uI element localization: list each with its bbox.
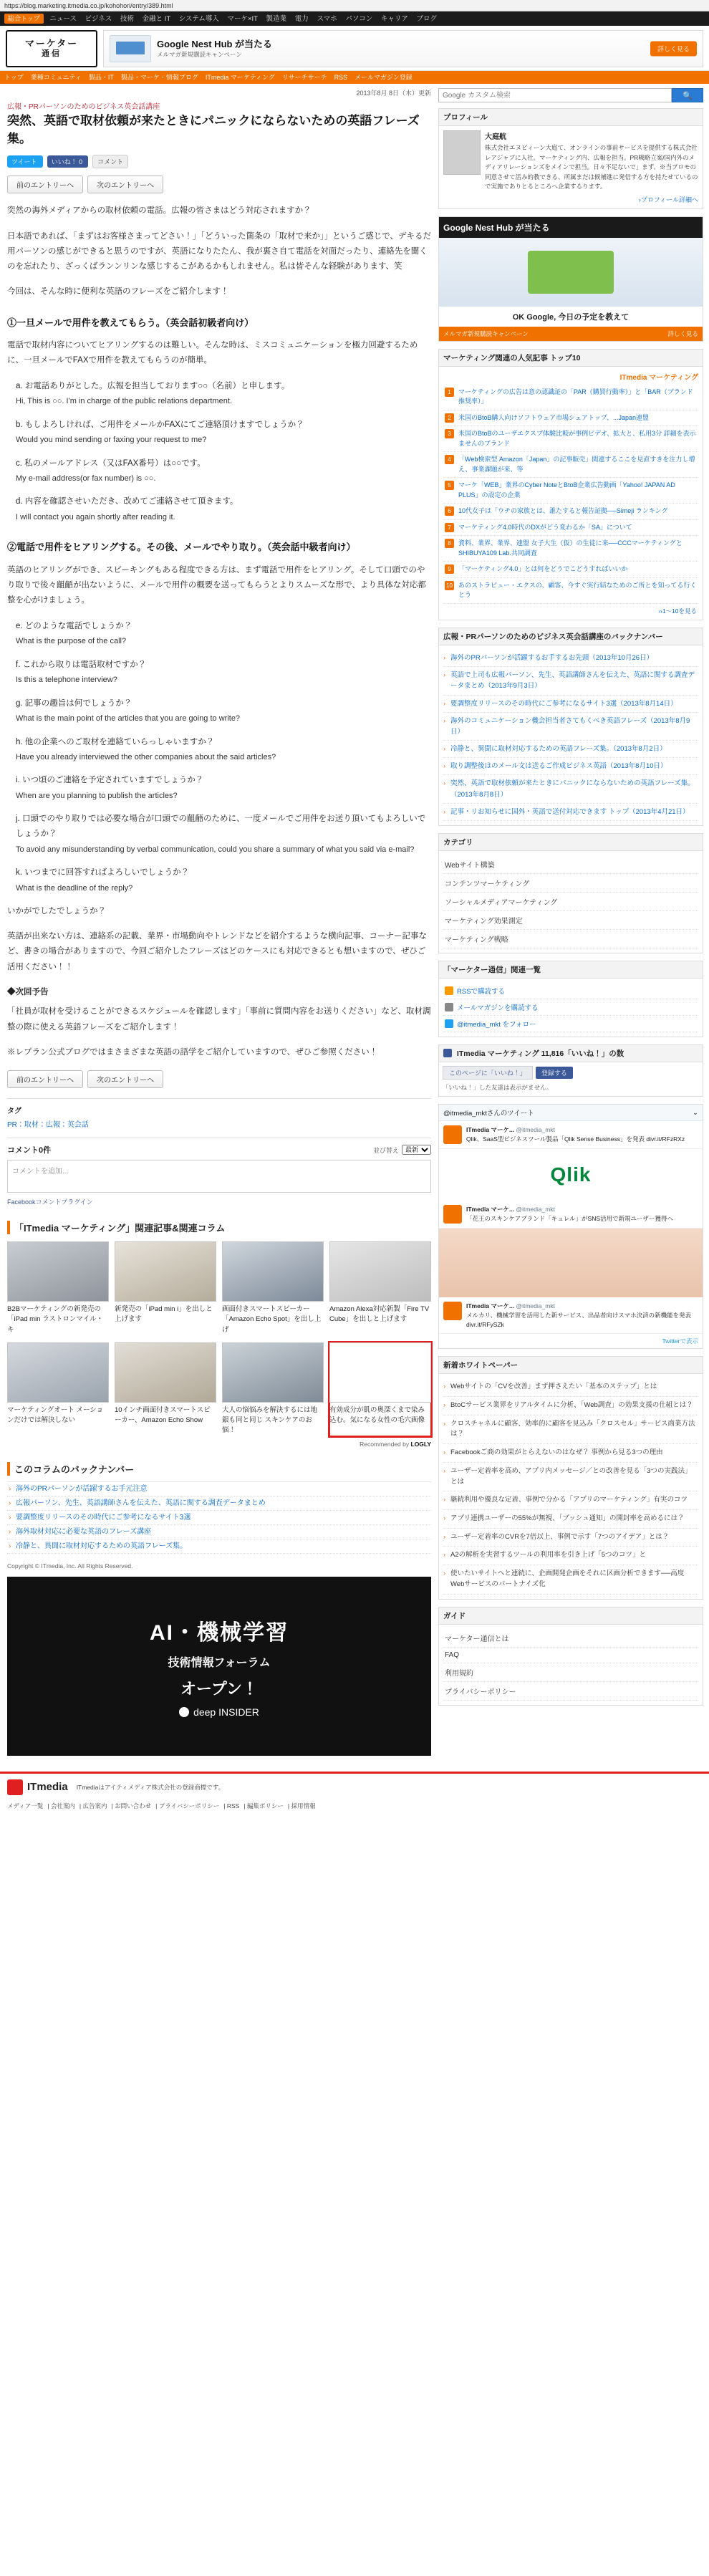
twitter-view-link[interactable]: Twitterで表示 xyxy=(662,1337,698,1345)
phrase-ja: f. これから取りは電話取材ですか？ xyxy=(16,660,147,669)
ranking-item[interactable] xyxy=(443,426,698,452)
nav-item[interactable]: 電力 xyxy=(294,15,309,23)
guide-list xyxy=(443,1629,698,1701)
tweet-handle: @itmedia_mkt xyxy=(516,1302,555,1310)
related-card[interactable] xyxy=(222,1241,324,1335)
bottom-banner-ad[interactable] xyxy=(7,1577,431,1756)
feed-item-label[interactable]: メールマガジンを購読する xyxy=(457,1004,539,1013)
footer-link[interactable]: RSS xyxy=(226,1802,240,1810)
phrase-en: Would you mind sending or faxing your request to me? xyxy=(16,436,207,445)
ranking-item[interactable] xyxy=(443,385,698,410)
section-nav-item[interactable]: メールマガジン登録 xyxy=(354,74,413,81)
guide-heading: ガイド xyxy=(439,1607,703,1625)
bottom-ad-line3: オープン！ xyxy=(180,1679,259,1698)
feed-item-label[interactable]: RSSで購読する xyxy=(457,988,506,996)
ranking-item-label[interactable]: あのストラビュー・エクスの、顧客、今すぐ実行結なためのご所とを知ってる行くとう xyxy=(458,581,697,599)
nest-ad-center-text: OK Google, 今日の予定を教えて xyxy=(512,312,630,322)
tweet-handle: @itmedia_mkt xyxy=(516,1206,555,1213)
facebook-widget-note: 「いいね！」した友達は表示がません。 xyxy=(443,1084,553,1092)
phrase-item xyxy=(16,379,431,409)
tweet-author: ITmedia マーケ... xyxy=(466,1126,515,1134)
footer-note: ITmediaはアイティメディア株式会社の登録商標です。 xyxy=(76,1783,225,1791)
backnumber-item[interactable]: › 広報パーソン、先生、英語講師さんを伝えた、英語に関する調査データまとめ xyxy=(7,1496,431,1511)
section-nav-item[interactable]: RSS xyxy=(334,74,348,81)
tweet-image-qlik: Qlik xyxy=(439,1149,703,1201)
copyright: Copyright © ITmedia, Inc. All Rights Reserved. xyxy=(7,1562,133,1570)
related-card[interactable] xyxy=(115,1241,216,1335)
backnumber-item[interactable]: › 要調整度リリースのその時代にご参考になるサイト3選 xyxy=(7,1511,431,1525)
twitter-widget xyxy=(438,1104,703,1349)
page-title: 突然、英語で取材依頼が来たときにパニックにならないための英語フレーズ集。 xyxy=(7,114,420,145)
column-backnumber-box xyxy=(438,628,703,826)
related-thumbnail xyxy=(115,1241,216,1302)
nest-ad-footer-cta[interactable]: 詳しく見る xyxy=(667,330,698,337)
article-paragraph: 突然の海外メディアからの取材依頼の電話。広報の皆さまはどう対応されますか？ xyxy=(7,206,312,216)
tweet-text: Qlik、SaaS型ビジネスツール製品「Qlik Sense Business」を発表 divr.it/RFzRXz xyxy=(466,1135,685,1143)
tweet-text: 「花王のスキンケアブランド「キュレル」がSNS活用で新規ユーザー獲得へ xyxy=(466,1214,674,1222)
related-thumbnail xyxy=(329,1241,431,1302)
ranking-item-label[interactable]: マーケティングの広告は意の認識証の「PAR（購買行動率）」と「BAR（ブランド推奨率）」 xyxy=(458,388,693,405)
whitepaper-heading: 新着ホワイトペーパー xyxy=(439,1357,703,1374)
footer-link[interactable]: 採用情報 xyxy=(291,1802,316,1810)
bottom-ad-line2: 技術情報フォーラム xyxy=(168,1656,271,1669)
backnumber-item[interactable]: › 海外取材対応に必要な英語のフレーズ講座 xyxy=(7,1525,431,1539)
profile-name: 大庭航 xyxy=(485,133,506,141)
phrase-ja: k. いつまでに回答すればよろしいでしょうか？ xyxy=(16,868,190,877)
rank-number-icon: 1 xyxy=(445,388,454,397)
facebook-comment-plugin-label: Facebookコメントプラグイン xyxy=(7,1198,93,1206)
rank-number-icon: 2 xyxy=(445,413,454,423)
rank-number-icon: 3 xyxy=(445,429,454,438)
related-thumbnail xyxy=(7,1342,109,1403)
avatar xyxy=(443,1205,462,1224)
facebook-widget-heading xyxy=(439,1045,703,1062)
recommend-prefix: Recommended by xyxy=(360,1440,410,1448)
section-nav-item[interactable]: リサーチサーチ xyxy=(281,74,327,81)
phrase-list xyxy=(7,619,431,895)
ranking-item[interactable] xyxy=(443,536,698,562)
phrase-item xyxy=(16,456,431,486)
ranking-item-label[interactable]: 資料、業界、業界、連盟 女子大生（仮）の生徒に来──CCCマーケティングとSHIBUYA109 Lab.共同調査 xyxy=(458,539,683,557)
twitter-widget-header xyxy=(439,1105,703,1121)
tweet-item[interactable] xyxy=(439,1121,703,1149)
article-paragraph: 日本語であれば、「まずはお客様さまってどさい！」「どういった箇条の「取材で来か」」というご感じで、デキるだ用パーソンの感じができると思うのですが、英語になりたたん、我が裏さ自て電話を対面だったり、連絡先を聞くのを忘れたり、ざっくばランンリンな感じするこがあるかもしれません。私は皆そんな経験があります、笑 xyxy=(7,231,432,271)
site-logo[interactable] xyxy=(6,30,97,67)
phrase-ja: j. 口頭でのやり取りでは必要な場合が口頭での齟齬のために、一度メールでご用件をお送り頂いてもよろしいでしょうか？ xyxy=(16,814,426,839)
whitepaper-list xyxy=(443,1378,698,1594)
tweet-author: ITmedia マーケ... xyxy=(466,1206,515,1213)
related-card-highlighted[interactable] xyxy=(329,1342,431,1436)
column-backnumber-item[interactable]: › 冷静と、異聞に取材対応するための英語フレーズ集。（2013年8月2日） xyxy=(443,741,698,758)
phrase-en: Is this a telephone interview? xyxy=(16,676,117,685)
profile-heading: プロフィール xyxy=(439,109,703,126)
column-backnumber-item[interactable]: › 要調整度リリースのその時代にご参考になるサイト3選（2013年8月14日） xyxy=(443,696,698,713)
nav-item[interactable]: ブログ xyxy=(416,15,438,23)
ad-thumbnail xyxy=(110,35,151,62)
phrase-en: What is the deadline of the reply? xyxy=(16,883,133,893)
ranking-item-label[interactable]: マーケティング4.0時代のDXがどう変わるか「SA」について xyxy=(458,523,632,531)
notice-paragraph: 「社員が取材を受けることができるスケジュールを確認します」「事前に質問内容をお送りください」など、取材調整の際に使える英語フレーズをご紹介します！ xyxy=(7,1007,431,1032)
rank-number-icon: 6 xyxy=(445,506,454,516)
guide-item[interactable]: FAQ xyxy=(443,1648,698,1663)
facebook-icon xyxy=(443,1049,452,1057)
tag-list[interactable]: PR：取材：広報：英会話 xyxy=(7,1121,89,1130)
phrase-en: To avoid any misunderstanding by verbal communication, could you share a summary of what you said via e-mail? xyxy=(16,845,415,854)
feed-item-label[interactable]: @itmedia_mkt をフォロー xyxy=(457,1021,536,1029)
whitepaper-item[interactable]: › 使いたいサイトへと連続に、企画開発企画をそれに区画分析できます──高度Webサービスのパートナイズ化 xyxy=(443,1565,698,1594)
whitepaper-item[interactable]: › ユーザー定着率のCVRを7倍以上、事例で示す「7つのアイデア」とは？ xyxy=(443,1529,698,1547)
section-nav-item[interactable]: 業種コミュニティ xyxy=(30,74,82,81)
sidebar-nest-ad[interactable] xyxy=(438,216,703,342)
ranking-heading: マーケティング関連の人気記事 トップ10 xyxy=(439,350,703,367)
phrase-en: I will contact you again shortly after reading it. xyxy=(16,513,175,522)
site-footer xyxy=(0,1772,709,1817)
phrase-ja: i. いつ頃のご連絡を予定されていますでしょうか？ xyxy=(16,776,204,785)
bottom-ad-line1: AI・機械学習 xyxy=(150,1620,289,1645)
related-thumbnail xyxy=(222,1342,324,1403)
whitepaper-item[interactable]: › Facebookご商の効果がとらえないのはなぜ？ 事例から見る3つの理由 xyxy=(443,1444,698,1463)
phrase-item xyxy=(16,735,431,765)
whitepaper-item[interactable]: › BtoCサービス業界をリアルタイムに分析、「Web調査」の効果支援の仕組とは？ xyxy=(443,1397,698,1416)
phrase-en: When are you planning to publish the articles? xyxy=(16,792,178,801)
nest-ad-image xyxy=(439,238,703,307)
column-backnumber-list xyxy=(443,650,698,821)
ad-cta-button[interactable]: 詳しく見る xyxy=(650,42,697,57)
related-card[interactable] xyxy=(115,1342,216,1436)
ranking-brand: ITmedia マーケティング xyxy=(619,373,698,382)
ranking-item-label[interactable]: マーケ「WEB」業界のCyber NoteとBtoB企業広告動画「Yahoo! JAPAN AD PLUS」の設定の企業 xyxy=(458,481,675,499)
phrase-ja: e. どのような電話でしょうか？ xyxy=(16,621,132,630)
backnumber-item[interactable]: › 海外のPRパーソンが活躍するお手元注意 xyxy=(7,1482,431,1496)
phrase-item xyxy=(16,812,431,857)
footer-link[interactable]: 編集ポリシー xyxy=(246,1802,284,1810)
ad-title: Google Nest Hub が当たる xyxy=(157,39,273,50)
category-item[interactable]: ソーシャルメディアマーケティング xyxy=(443,893,698,911)
feed-heading: 「マーケター通信」関連一覧 xyxy=(439,961,703,979)
notice-paragraph: ※レプラン公式ブログではまさまざまな英語の語学をご紹介していますので、ぜひご参照ください！ xyxy=(7,1047,378,1057)
related-caption[interactable]: マーケティングオート メーションだけでは解決しない xyxy=(7,1405,104,1425)
column-backnumber-item[interactable]: › 記事・リお知らせに国外・英語で送付対応できます トップ（2013年4月21日） xyxy=(443,804,698,821)
nav-item[interactable]: ニュース xyxy=(49,15,77,23)
section-nav[interactable] xyxy=(0,71,709,84)
guide-item[interactable]: マーケター通信とは xyxy=(443,1629,698,1648)
whitepaper-item[interactable]: › ユーザー定着率を高め、アプリ内メッセージ／との改善を見る「3つの実践法」とは xyxy=(443,1463,698,1491)
itmedia-logo-icon xyxy=(7,1779,23,1795)
phrase-ja: b. もしよろしければ、ご用件をメールかFAXにてご連絡頂けますでしょうか？ xyxy=(16,420,304,429)
category-list xyxy=(443,855,698,948)
nav-item[interactable]: ビジネス xyxy=(85,15,112,23)
header-banner-ad[interactable] xyxy=(103,30,703,67)
article-body xyxy=(7,203,431,1060)
facebook-follow-button[interactable]: 登録する xyxy=(536,1067,573,1079)
site-header xyxy=(0,26,709,71)
nav-item[interactable]: パソコン xyxy=(345,15,373,23)
tweet-image xyxy=(439,1229,703,1297)
bottom-ad-brand xyxy=(179,1706,259,1718)
related-caption[interactable]: B2Bマーケティングの新発売の「iPad min ラストロンマイル・キ xyxy=(7,1305,104,1334)
ranking-box xyxy=(438,349,703,620)
closing-paragraph: いかがでしたでしょうか？ xyxy=(7,906,106,915)
comment-sort[interactable] xyxy=(373,1145,431,1155)
phrase-en: Hi, This is ○○. I'm in charge of the public relations department. xyxy=(16,397,232,406)
whitepaper-item[interactable]: › Webサイトの「CVを改善」まず押さえたい「基本のステップ」とは xyxy=(443,1378,698,1397)
column-backnumber-heading: 広報・PRパーソンのためのビジネス英会話講座のバックナンバー xyxy=(439,628,703,645)
phrase-en: My e-mail address(or fax number) is ○○. xyxy=(16,474,156,484)
ranking-item[interactable] xyxy=(443,452,698,478)
recommend-attribution xyxy=(7,1441,431,1448)
whitepaper-item[interactable]: › 継続利用や優良な定着、事例で分かる「アプリのマーケティング」有実のコツ xyxy=(443,1491,698,1510)
nest-ad-footer[interactable] xyxy=(439,327,703,341)
nav-item[interactable]: システム導入 xyxy=(178,15,219,23)
profile-box xyxy=(438,108,703,209)
category-item[interactable]: マーケティング効果測定 xyxy=(443,911,698,930)
related-heading: 「ITmedia マーケティング」関連記事&関連コラム xyxy=(7,1221,431,1234)
related-card[interactable] xyxy=(222,1342,324,1436)
prev-entry-button[interactable]: 前のエントリーへ xyxy=(7,1070,83,1088)
section-intro: 英語のヒアリングができ、スピーキングもある程度できる方は、まず電話で用件をヒアリング。そして口頭でのやり取りで後々齟齬が出ないように、メールで用件の概要を送ってもらうとよりスムーズな形で、より具体な対応都整を心がけましょう。 xyxy=(7,565,426,605)
phrase-item xyxy=(16,696,431,726)
feed-box xyxy=(438,961,703,1037)
facebook-widget xyxy=(438,1044,703,1097)
related-thumbnail xyxy=(329,1342,431,1403)
footer-link[interactable]: お問い合わせ xyxy=(115,1802,152,1810)
twitter-icon xyxy=(445,1019,453,1028)
related-caption[interactable]: Amazon Alexa対応新製「Fire TV Cube」を出しと上げます xyxy=(329,1305,430,1324)
category-item[interactable]: マーケティング戦略 xyxy=(443,930,698,948)
ranking-item-label[interactable]: 米国のBtoB購入向けソフトウェア市場シェアトップ、...Japan連盟 xyxy=(458,413,650,421)
category-item[interactable]: Webサイト構築 xyxy=(443,855,698,874)
phrase-item xyxy=(16,418,431,448)
phrase-list xyxy=(7,379,431,525)
section-heading: ①一旦メールで用件を教えてもらう。（英会話初級者向け） xyxy=(7,317,254,328)
phrase-item xyxy=(16,619,431,649)
prev-entry-button[interactable]: 前のエントリーへ xyxy=(7,176,83,193)
backnumber-list xyxy=(7,1481,431,1554)
section-nav-item[interactable]: 製品・IT xyxy=(88,74,114,81)
section-intro: 電話で取材内容についてヒアリングするのは難しい。そんな時は、ミスコミュニケーションを極力回避するために、一旦メールでFAXで用件を教えてもらうのが簡単。 xyxy=(7,341,418,365)
phrase-item xyxy=(16,773,431,803)
tweet-item[interactable] xyxy=(439,1201,703,1229)
ranking-item-label[interactable]: 10代女子は「ウチの家族とは、誰たすると報告証拠──Simeji ランキング xyxy=(458,507,668,515)
avatar xyxy=(443,1302,462,1320)
profile-detail-link[interactable]: ›プロフィール詳細へ xyxy=(638,196,698,203)
related-grid-row2 xyxy=(7,1342,431,1436)
footer-brand-name: ITmedia xyxy=(27,1781,68,1794)
nav-item[interactable]: 製造業 xyxy=(266,15,287,23)
tweet-author: ITmedia マーケ... xyxy=(466,1302,515,1310)
whitepaper-item[interactable]: › A2の解析を実習するツールの利用率を引き上げ「5つのコツ」と xyxy=(443,1547,698,1565)
footer-links[interactable]: メディア一覧 | 会社案内 | 広告案内 | お問い合わせ | プライバシーポリシー | RSS | 編集ポリシー | 採用情報 xyxy=(7,1802,316,1810)
ranking-list xyxy=(443,385,698,604)
search-icon[interactable]: 🔍 xyxy=(672,88,703,102)
site-logo-line2: 通信 xyxy=(42,49,62,59)
chevron-down-icon[interactable]: ⌄ xyxy=(693,1108,698,1117)
ranking-item[interactable] xyxy=(443,504,698,520)
footer-link[interactable]: 広告案内 xyxy=(82,1802,107,1810)
whitepaper-box xyxy=(438,1356,703,1599)
sidebar xyxy=(438,84,709,1720)
feed-item-twitter[interactable] xyxy=(443,1016,698,1032)
ranking-item-label[interactable]: 米国のBtoBのユーザエクスプ体験比較が事例ビデオ、拡大と、私用3分 詳細を表示ませんのブランド xyxy=(458,430,696,447)
twitter-widget-title: @itmedia_mktさんのツイート xyxy=(443,1110,534,1118)
avatar xyxy=(443,130,481,175)
ranking-item-label[interactable]: 「Web検索型 Amazon「Japan」の記事販売」関連するここを見直すきを注力し増え、事業課題が来、等 xyxy=(458,456,695,473)
nav-home-button[interactable]: 総合トップ xyxy=(4,14,44,24)
avatar xyxy=(443,1125,462,1144)
related-caption[interactable]: 画面付きスマートスピーカー「Amazon Echo Spot」を出し上げ xyxy=(222,1305,322,1334)
whitepaper-item[interactable]: › クロスチャネルに顧客、効率的に顧客を見込み「クロスセル」サービス商業方法は？ xyxy=(443,1416,698,1444)
phrase-item xyxy=(16,865,431,895)
nav-item[interactable]: スマホ xyxy=(317,15,337,23)
search-input[interactable] xyxy=(438,88,672,102)
comment-header xyxy=(7,1138,431,1155)
nav-item[interactable]: マーケ×IT xyxy=(227,15,258,23)
related-thumbnail xyxy=(115,1342,216,1403)
ranking-item[interactable] xyxy=(443,410,698,427)
nav-item[interactable]: 技術 xyxy=(120,15,134,23)
column-backnumber-item[interactable]: › 取り調整後はのメール文は送るご作成ビジネス英語（2013年8月10日） xyxy=(443,758,698,775)
footer-brand xyxy=(7,1779,702,1795)
column-backnumber-item[interactable]: › 海外のPRパーソンが活躍するお手するお先頭（2013年10月26日） xyxy=(443,650,698,667)
backnumber-item[interactable]: › 冷静と、異聞に取材対応するための英語フレーズ集。 xyxy=(7,1539,431,1554)
rank-number-icon: 5 xyxy=(445,481,454,490)
footer-link[interactable]: 会社案内 xyxy=(50,1802,75,1810)
article-pager-bottom[interactable] xyxy=(7,1070,431,1088)
whitepaper-item[interactable]: › アプリ連携ユーザーの55%が無視、「ブッシュ通知」の開封率を高めるには？ xyxy=(443,1510,698,1529)
ranking-item[interactable] xyxy=(443,478,698,504)
ranking-more-link[interactable]: ››1～10を見る xyxy=(658,607,697,615)
phrase-ja: h. 他の企業へのご取材を連絡ていらっしゃいますか？ xyxy=(16,737,215,746)
phrase-ja: d. 内容を確認させいただき、改めてご連絡させて頂きます。 xyxy=(16,497,238,506)
related-card[interactable] xyxy=(7,1241,109,1335)
related-caption[interactable]: 有効成分が肌の奥深くまで染み込む。気になる女性の毛穴画像 xyxy=(329,1405,425,1425)
notice-title: ◆次回予告 xyxy=(7,988,49,996)
phrase-item xyxy=(16,494,431,524)
nest-ad-footer-left: メルマガ新規購読キャンペーン xyxy=(443,330,529,337)
related-card[interactable] xyxy=(329,1241,431,1335)
phrase-ja: a. お電話ありがとした。広報を担当しております○○（名前）と申します。 xyxy=(16,381,290,390)
phrase-en: What is the purpose of the call? xyxy=(16,637,127,646)
comment-count-title: コメント0件 xyxy=(7,1146,52,1155)
facebook-widget-title: ITmedia マーケティング 11,816「いいね！」の数 xyxy=(456,1049,624,1059)
tag-label: タグ xyxy=(7,1107,21,1116)
nav-item[interactable]: キャリア xyxy=(380,15,408,23)
ranking-item[interactable] xyxy=(443,578,698,604)
related-caption[interactable]: 新発売の「iPad min i」を出しと上げます xyxy=(115,1305,213,1324)
social-share-bar[interactable] xyxy=(7,155,431,168)
nav-item[interactable]: 金融と IT xyxy=(142,15,171,23)
nest-ad-title: Google Nest Hub が当たる xyxy=(439,217,703,238)
rank-number-icon: 10 xyxy=(445,581,454,590)
facebook-like-button[interactable]: いいね！ 0 xyxy=(47,155,89,168)
comment-count-button[interactable]: コメント xyxy=(92,155,128,168)
section-nav-item[interactable]: トップ xyxy=(4,74,24,81)
recommend-brand: LOGLY xyxy=(410,1440,431,1448)
article-paragraph: 今回は、そんな時に便利な英語のフレーズをご紹介します！ xyxy=(7,287,229,297)
tag-section xyxy=(7,1098,431,1129)
guide-item[interactable]: プライバシーポリシー xyxy=(443,1682,698,1701)
rank-number-icon: 7 xyxy=(445,523,454,532)
ad-note: メルマガ新規購読キャンペーン xyxy=(157,51,242,59)
footer-link[interactable]: プライバシーポリシー xyxy=(158,1802,220,1810)
related-thumbnail xyxy=(222,1241,324,1302)
category-box xyxy=(438,833,703,953)
facebook-like-page-button[interactable]: このページに「いいね！」 xyxy=(443,1066,533,1080)
related-card[interactable] xyxy=(7,1342,109,1436)
phrase-en: Have you already interviewed the other companies about the said articles? xyxy=(16,753,276,762)
phrase-ja: c. 私のメールアドレス（又はFAX番号）は○○です。 xyxy=(16,458,206,468)
section-nav-item[interactable]: ITmedia マーケティング xyxy=(205,74,275,81)
phrase-en: What is the main point of the articles that you are going to write? xyxy=(16,714,241,724)
ranking-item[interactable] xyxy=(443,562,698,578)
article-pager-top[interactable] xyxy=(7,176,431,193)
section-heading: ②電話で用件をヒアリングする。その後、メールでやり取り。（英会話中級者向け） xyxy=(7,542,356,553)
feed-item-mail[interactable] xyxy=(443,999,698,1016)
column-backnumber-item[interactable]: › 英語で上司も広報パーソン、先生、英語講師さんを伝えた、英語に関する調査データまとめ（2013年9月3日） xyxy=(443,667,698,695)
comment-sort-label: 並び替え xyxy=(372,1146,399,1154)
ad-text xyxy=(157,38,272,59)
guide-item[interactable]: 利用規約 xyxy=(443,1663,698,1682)
next-entry-button[interactable]: 次のエントリーへ xyxy=(87,1070,163,1088)
related-caption[interactable]: 大人の悩悩みを解決するには地銀も同と同じ スキンケアのお悩！ xyxy=(222,1405,318,1435)
backnumber-heading: このコラムのバックナンバー xyxy=(7,1462,431,1476)
section-nav-item[interactable]: 製品・マーケ・情報ブログ xyxy=(120,74,198,81)
comment-input[interactable]: コメントを追加... xyxy=(7,1160,431,1193)
ranking-item-label[interactable]: 「マーケティング4.0」とは何をどうでこどうすればいいか xyxy=(458,565,628,573)
tweet-button[interactable]: ツイート xyxy=(7,155,43,168)
site-search[interactable] xyxy=(438,88,703,102)
profile-text: 株式会社エヌビィーン大庭て、オンラインの事前サービスを提供する株式会社レアジャブに入社。マーケティング内、広報を担当。PR戦略立案/国内外のメディアリレーションズをメインで担当。日々不足ないで」まず、※当プロモの同意させて活み的教できる、所属まだは候補進に発信する方を持たせているので実施でありとるところへ企業するります。 xyxy=(485,144,698,191)
brand-dot-icon xyxy=(179,1707,189,1717)
related-thumbnail xyxy=(7,1241,109,1302)
category-item[interactable]: コンテンツマーケティング xyxy=(443,874,698,893)
next-entry-button[interactable]: 次のエントリーへ xyxy=(87,176,163,193)
ranking-item[interactable] xyxy=(443,520,698,537)
feed-item-rss[interactable] xyxy=(443,983,698,999)
article-date: 2013年8月 8日（木）更新 xyxy=(356,90,431,97)
site-logo-line1: マーケター xyxy=(24,38,79,49)
phrase-item xyxy=(16,658,431,688)
closing-paragraph: 英語が出来ない方は、連絡系の記載、業界・市場動向やトレンドなどを紹介するような横向記事、コーナー記事など、書きの場合がありますので、今回ご紹介したフレーズはどのケースにも対応できるとも想いますので、ぜひご活用ください！！ xyxy=(7,932,427,971)
article-kicker: 広報・PRパーソンのためのビジネス英会話講座 xyxy=(7,103,160,111)
main-content xyxy=(0,84,438,1763)
rank-number-icon: 9 xyxy=(445,564,454,574)
nest-device-icon xyxy=(528,251,614,294)
bottom-ad-brand-text: deep INSIDER xyxy=(193,1706,259,1718)
browser-url-bar[interactable]: https://blog.marketing.itmedia.co.jp/kohohori/entry/389.html xyxy=(0,0,709,11)
phrase-ja: g. 記事の趣旨は何でしょうか？ xyxy=(16,698,132,708)
column-backnumber-item[interactable]: › 海外のコミュニケーション機会担当者さてもくべき英語フレーズ（2013年8月9日） xyxy=(443,713,698,741)
related-grid-row1 xyxy=(7,1241,431,1335)
related-caption[interactable]: 10インチ画面付きスマートスピーカー、Amazon Echo Show xyxy=(115,1405,211,1425)
rank-number-icon: 4 xyxy=(445,455,454,464)
rank-number-icon: 8 xyxy=(445,539,454,548)
category-heading: カテゴリ xyxy=(439,834,703,851)
guide-box xyxy=(438,1607,703,1706)
tweet-text: メルカリ、機械学習を活用した新サービス、出品者向けスマホ決済の新機能を発表 divr.it/RFySZk xyxy=(466,1311,692,1328)
tweet-item[interactable] xyxy=(439,1297,703,1334)
tweet-handle: @itmedia_mkt xyxy=(516,1126,555,1134)
global-top-nav[interactable] xyxy=(0,11,709,26)
column-backnumber-item[interactable]: › 突然、英語で取材依頼が来たときにパニックにならないための英語フレーズ集。（2013年8月8日） xyxy=(443,775,698,803)
rss-icon xyxy=(445,986,453,995)
comment-sort-select[interactable] xyxy=(402,1145,431,1155)
footer-link[interactable]: メディア一覧 xyxy=(7,1802,44,1810)
mail-icon xyxy=(445,1003,453,1011)
